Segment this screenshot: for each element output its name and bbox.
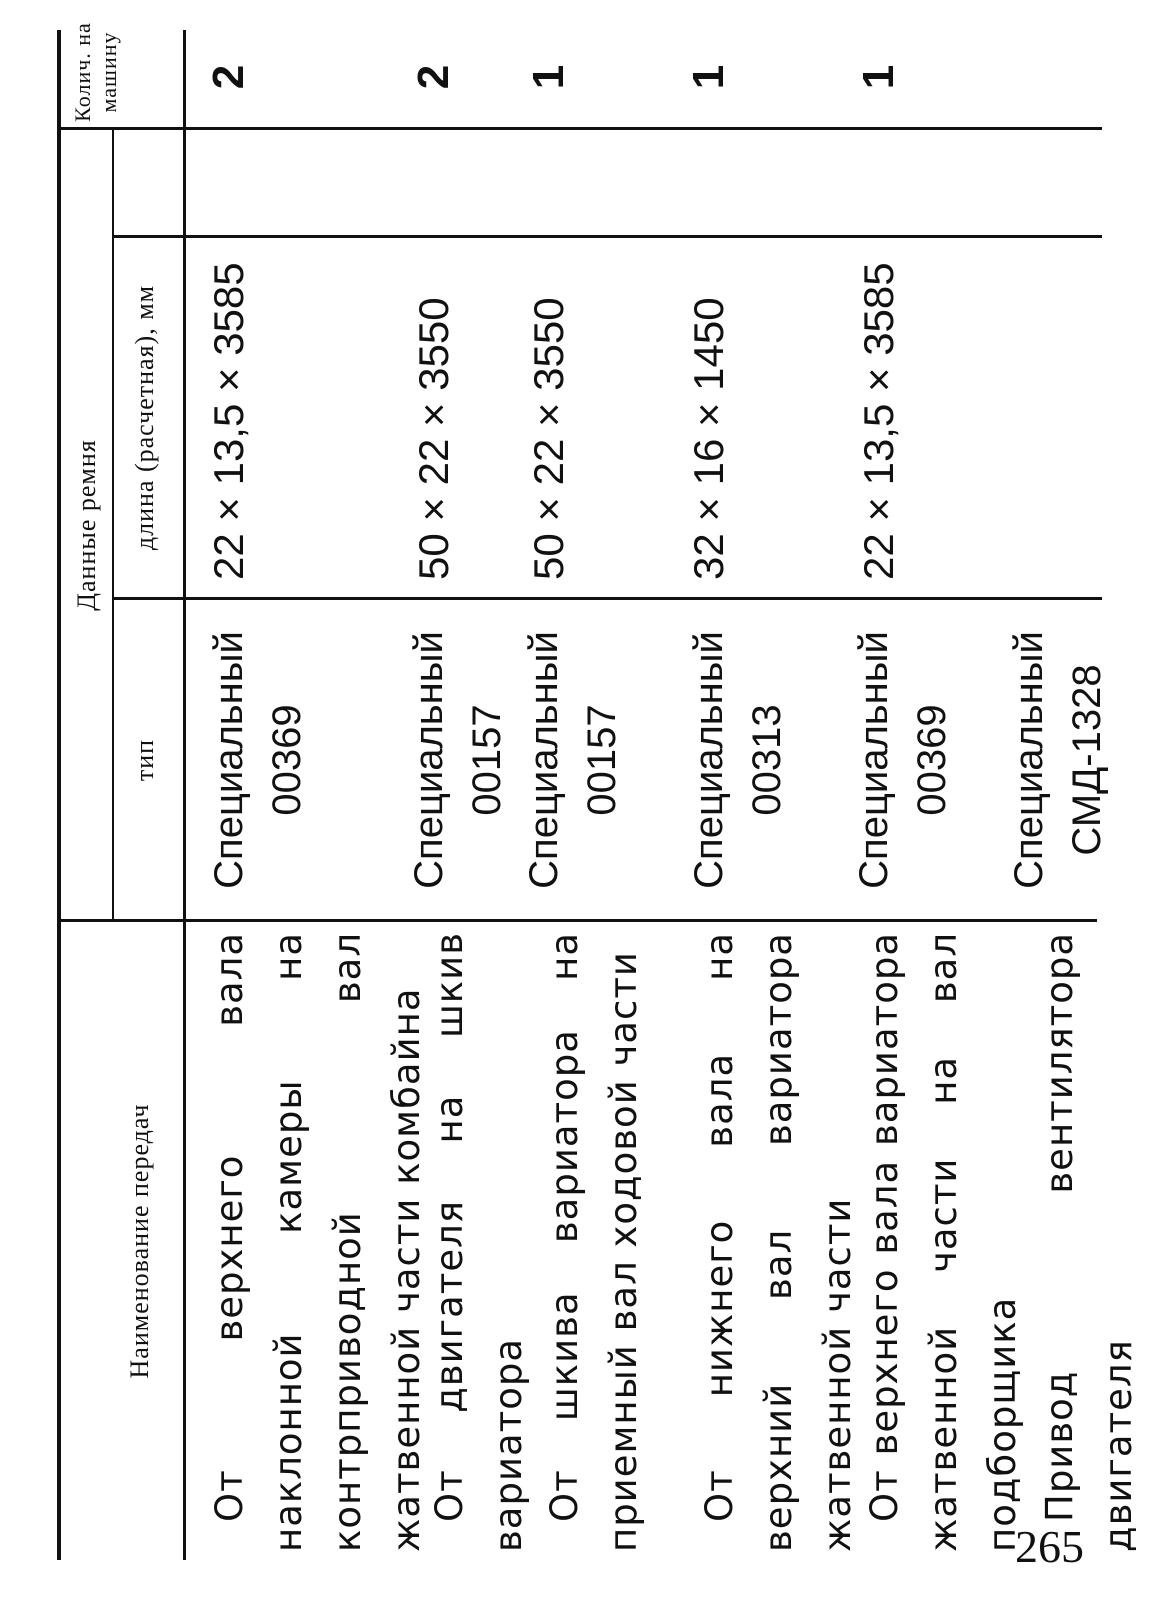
row-5-length: 22 × 13,5 × 3585 — [855, 262, 902, 580]
row-2-type: Специальный 00157 — [407, 631, 509, 889]
row-3-name: От шкива вариатора на приемный вал ходовой части — [543, 932, 645, 1552]
row-1-qty: 2 — [204, 64, 253, 90]
col-sep-length-qty — [112, 235, 1102, 238]
row-5-name: От верхнего вала вариатора жатвенной части на вал подборщика — [863, 932, 1024, 1552]
row-3-length: 50 × 22 × 3550 — [525, 297, 572, 580]
header-belt-data: Данные ремня — [72, 439, 101, 611]
row-4-type: Специальный 00313 — [687, 631, 789, 889]
row-6-name: Привод вентилятора двигателя — [1038, 932, 1140, 1552]
row-1-name: От верхнего вала наклонной камеры на контрприводной вал жатвенной части комбайна — [208, 932, 428, 1552]
header-name: Наименование передач — [125, 1103, 154, 1379]
row-2-name: От двигателя на шкив вариатора — [428, 932, 530, 1552]
row-4-name: От нижнего вала на верхний вал вариатора жатвенной части — [698, 932, 859, 1552]
row-4-length: 32 × 16 × 1450 — [685, 297, 732, 580]
header-type: тип — [130, 738, 159, 782]
row-6-type: Специальный СМД-1328 — [1007, 631, 1109, 889]
row-5-qty: 1 — [854, 64, 903, 90]
header-length: длина (расчетная), мм — [130, 284, 159, 551]
belt-data-subheader-rule — [112, 130, 114, 920]
row-5-type: Специальный 00369 — [852, 631, 954, 889]
col-sep-name-type — [57, 919, 1097, 922]
row-4-qty: 1 — [684, 64, 733, 90]
col-sep-type-length — [112, 597, 1102, 600]
row-1-length: 22 × 13,5 × 3585 — [205, 262, 252, 580]
col-sep-qty — [57, 127, 1102, 130]
row-3-qty: 1 — [524, 64, 573, 90]
header-bottom-rule — [183, 30, 186, 1560]
table-top-rule — [57, 30, 61, 1560]
row-3-type: Специальный 00157 — [522, 631, 624, 889]
row-2-qty: 2 — [409, 64, 458, 90]
page-number: 265 — [1015, 1521, 1084, 1572]
header-qty: Колич. на машину — [70, 22, 121, 122]
row-2-length: 50 × 22 × 3550 — [410, 297, 457, 580]
row-1-type: Специальный 00369 — [207, 631, 309, 889]
